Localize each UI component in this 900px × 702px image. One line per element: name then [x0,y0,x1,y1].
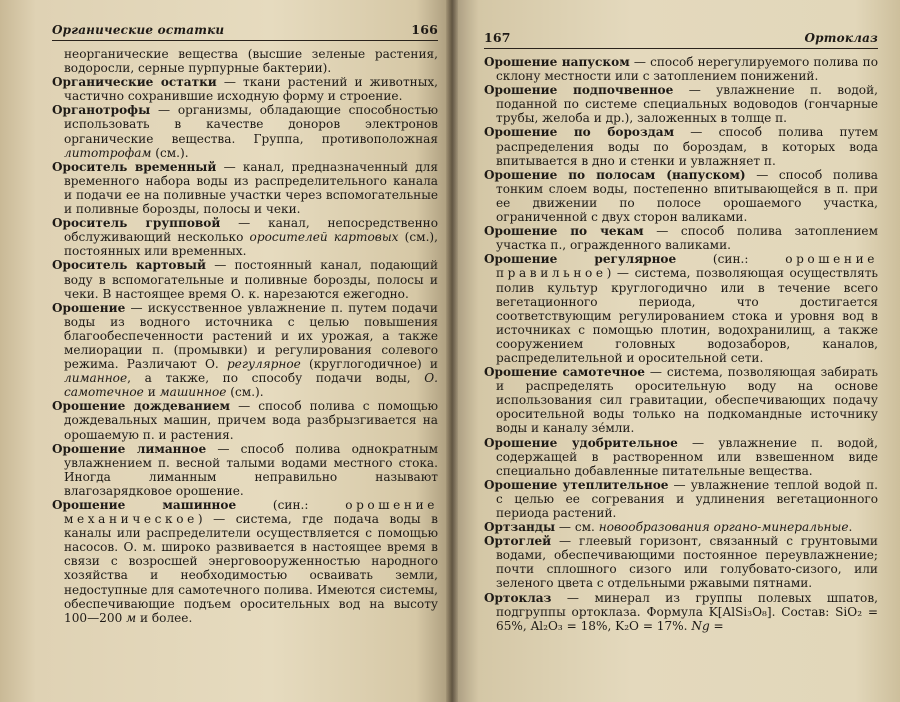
left-running-head [52,22,438,41]
entry-text: — канал, непосредственно обслуживающий несколько [64,216,439,245]
entry-text: — ткани растений и животных, частично сохранившие исходную форму и строение. [64,75,438,104]
entry-term: Ортоглей [484,534,552,549]
entry-text: (см.). [226,385,264,400]
right-page [452,0,900,702]
entry-text: (син.: [236,498,346,512]
dictionary-entry [484,591,878,633]
entry-text: — минерал из группы полевых шпатов, подгруппы ортоклаза. Формула K[AlSi₃O₈]. Состав: SiO₂ = 65%, Al₂O₃ = 18%, K₂O = 17%. [496,590,878,633]
dictionary-entry [52,47,438,75]
entry-italic-text: литотрофам [64,145,152,160]
entry-term: Ороситель временный [52,159,217,174]
dictionary-entry [52,258,438,300]
dictionary-entry [52,399,438,441]
entry-term: Орошение самотечное [484,365,645,380]
entry-term: Ороситель картовый [52,258,206,273]
entry-text: ) — система, где подача воды в каналы или распределители осуществляется с помощью насосов. О. м. широко развивается в настоящее время в связи с возросшей энерговооруженностью народного хозяйства и необходимостью осваивать земли, недоступные для самотечного полива. Имеются системы, обеспечивающие подъем оросительных вод на высоту 100—200 [64,512,438,625]
entry-text: . [848,520,853,535]
entry-term: Ортзанды [484,520,556,535]
entry-term: Органические остатки [52,75,217,90]
left-page-number: 166 [411,22,438,37]
entry-text: (см.), постоянных или временных. [64,230,438,259]
dictionary-entry [484,224,878,252]
entry-text: — организмы, обладающие способностью использовать в качестве доноров электронов органические вещества. Группа, противоположная [64,103,438,146]
entry-spaced-text: орошение механическое [64,498,438,527]
dictionary-entry [484,365,878,435]
entry-term: Ортоклаз [484,590,552,605]
left-entries [52,47,438,625]
entry-text: — способ нерегулируемого полива по склону местности или с затоплением понижений. [496,55,878,84]
right-running-title: Ортоклаз [804,31,878,45]
entry-text: — способ полива путем распределения воды по бороздам, в которых вода впитывается в дно и стенки и увлажняет п. [496,125,878,168]
entry-term: Орошение машинное [52,498,237,512]
entry-text: — способ полива затоплением участка п., огражденного валиками. [496,224,878,253]
entry-text: — увлажнение п. водой, поданной по системе специальных водоводов (гончарные трубы, желоба и др.), заложенных в толще п. [496,83,878,126]
dictionary-entry [484,55,878,83]
entry-italic-text: регулярное [226,357,301,372]
entry-text: , а также, по способу подачи воды, [127,371,425,386]
dictionary-entry [52,75,438,103]
dictionary-entry [52,103,438,159]
dictionary-entry [484,83,878,125]
dictionary-entry [52,442,438,498]
entry-text: — канал, предназначенный для временного набора воды из распределительного канала и подачи ее на поливные участки через вспомогательные и поливные борозды, полосы и чеки. [64,159,438,217]
entry-term: Орошение утеплительное [484,477,669,492]
dictionary-entry [52,301,438,400]
entry-italic-text: новообразования органо-минеральные [598,520,849,535]
entry-text: — увлажнение теплой водой п. с целью ее согревания и удлинения вегетационного периода растений. [496,477,878,520]
entry-term: Орошение удобрительное [484,435,678,450]
dictionary-entry [484,252,878,365]
left-running-title: Органические остатки [52,23,225,37]
entry-term: Орошение по бороздам [484,125,675,140]
book-gutter [446,0,458,702]
entry-text: и [143,385,160,400]
entry-term: Орошение [52,300,126,315]
dictionary-entry [484,520,878,534]
entry-text: ) — система, позволяющая осуществлять полив культур круглогодично или в течение всего вегетационного периода, что достигается соответствующим регулированием стока и уровня вод в источниках с помощью плотин, водохранилищ, а также сооружением головных водозаборов, каналов, распределительной и оросительной сети. [496,266,878,365]
entry-text: — см. [555,520,599,535]
entry-text: — система, позволяющая забирать и распределять оросительную воду на основе использования сил гравитации, обеспечивающих подачу оросительной воды только на подкомандные источнику воды и каналу зе́мли. [496,365,878,436]
entry-italic-text: лиманное [64,371,128,386]
entry-term: Орошение регулярное [484,252,677,267]
entry-italic-text: О. самотечное [64,371,438,400]
dictionary-entry [484,168,878,224]
entry-term: Орошение по чекам [484,224,644,239]
entry-text: — способ полива однократным увлажнением п. весной талыми водами местного стока. Иногда лиманным неправильно называют влагозарядковое орошение. [64,441,439,498]
entry-spaced-text: орошение правильное [496,252,878,281]
entry-text: — искусственное увлажнение п. путем подачи воды из водного источника с целью повышения благообеспеченности растений и их урожая, а также мелиорации п. (промывки) и регулирования солевого режима. Различают О. [64,300,438,372]
entry-term: Орошение подпочвенное [484,83,674,98]
entry-text: — глеевый горизонт, связанный с грунтовыми водами, обеспечивающими постоянное переувлажнение; почти сплошного сизого или голубовато-сизого, или зеленого цвета с отдельными ржавыми пятнами. [496,534,878,591]
entry-text: — способ полива с помощью дождевальных машин, причем вода разбрызгивается на орошаемую п. и растения. [64,399,438,442]
dictionary-entry [484,436,878,478]
entry-text: (син.: [676,252,786,267]
right-running-head [484,30,878,49]
entry-text: и более. [136,610,193,625]
entry-text: — увлажнение п. водой, содержащей в растворенном или взвешенном виде специально добавленные питательные вещества. [496,435,878,478]
right-page-number: 167 [484,30,511,45]
entry-term: Орошение по полосам (напуском) [484,167,746,182]
entry-text: (см.). [151,145,189,160]
entry-term: Орошение лиманное [52,441,207,456]
entry-term: Ороситель групповой [52,216,221,231]
entry-text: = [709,618,724,633]
entry-term: Орошение напуском [484,55,630,69]
entry-italic-text: оросителей картовых [249,230,399,245]
entry-italic-text: машинное [159,385,227,400]
dictionary-entry [52,498,438,625]
entry-term: Орошение дождеванием [52,399,231,414]
right-entries [484,55,878,633]
entry-italic-text: м [126,610,137,625]
dictionary-entry [52,160,438,216]
entry-term: Органотрофы [52,103,151,118]
dictionary-entry [484,478,878,520]
entry-text: неорганические вещества (высшие зеленые растения, водоросли, серные пурпурные бактерии). [64,47,438,76]
entry-text: (круглогодичное) и [300,357,438,372]
dictionary-entry [52,216,438,258]
dictionary-entry [484,534,878,590]
dictionary-entry [484,125,878,167]
entry-text: — способ полива тонким слоем воды, постепенно впитывающейся в п. при ее движении по полосе орошаемого участка, ограниченной с двух сторон валиками. [496,167,878,225]
entry-italic-text: Ng [691,618,710,633]
entry-text: — постоянный канал, подающий воду в вспомогательные и поливные борозды, полосы и чеки. В настоящее время О. к. нарезаются ежегодно. [64,258,439,301]
